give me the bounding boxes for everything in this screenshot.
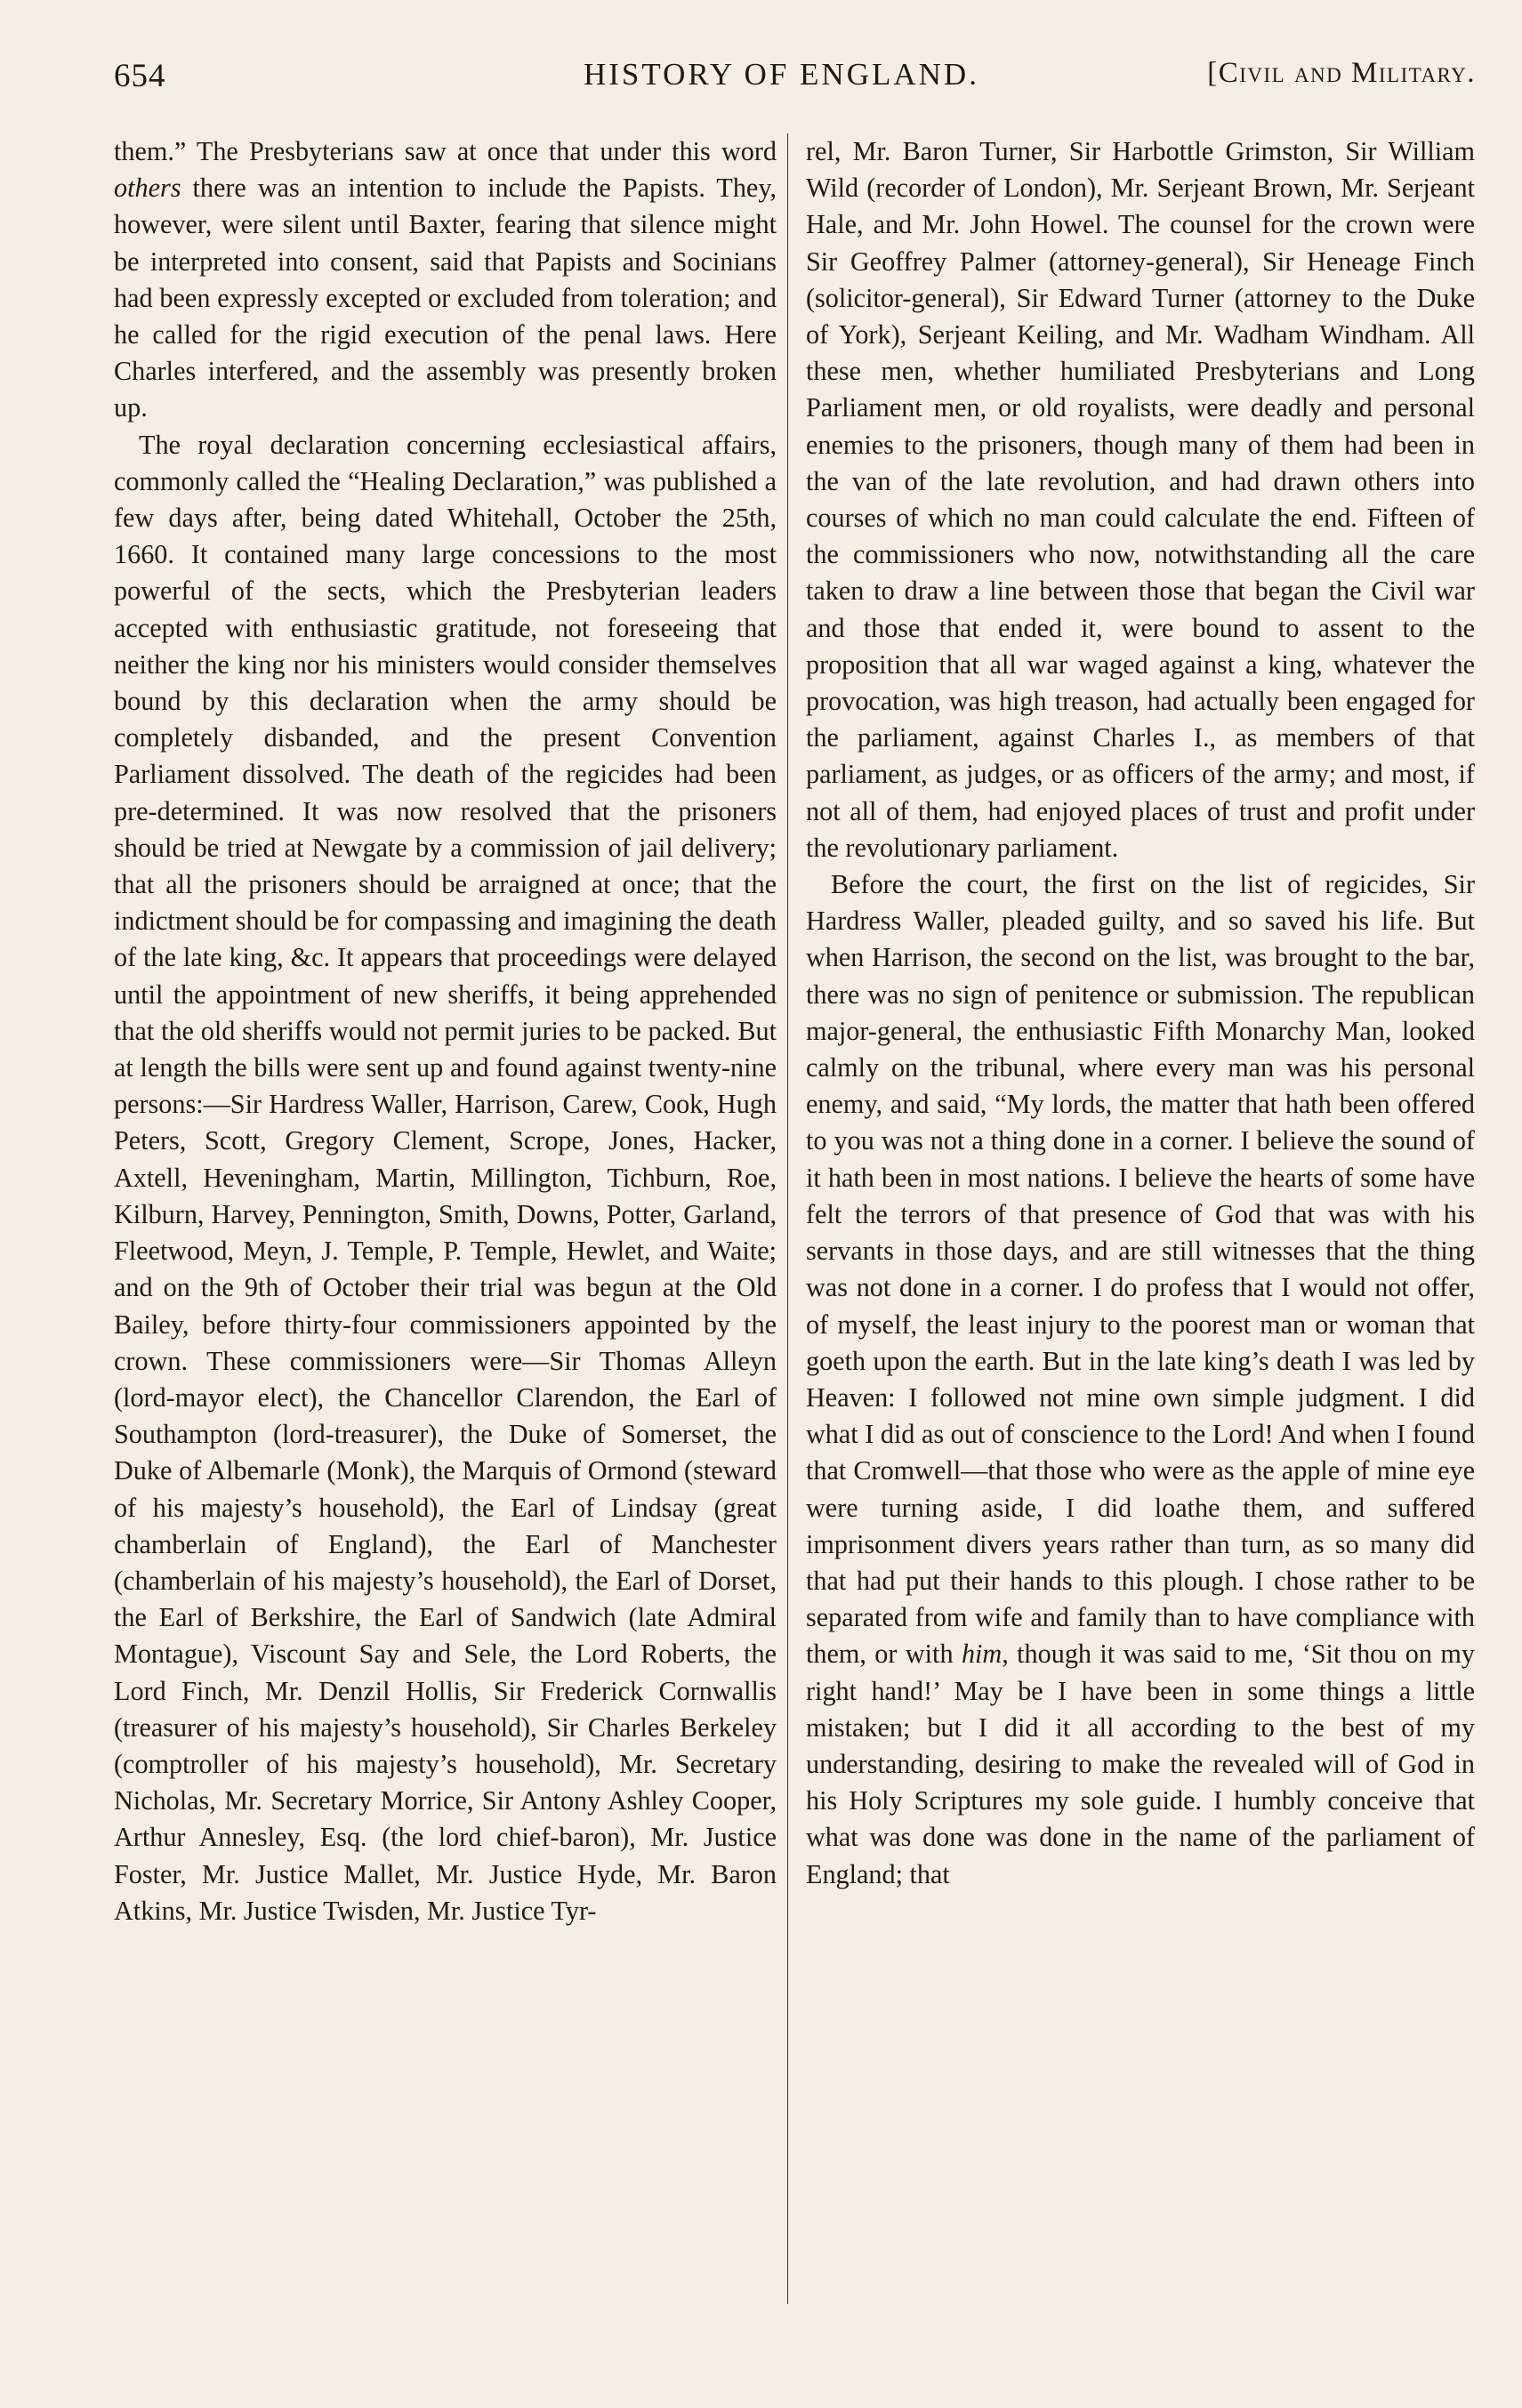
emphasis-text: others <box>114 173 181 204</box>
column-divider <box>787 133 788 2304</box>
running-title: HISTORY OF ENGLAND. <box>584 57 979 92</box>
paragraph-text: Before the court, the first on the list of regicides, Sir Hardress Waller, pleaded guilty, and so saved his life. But when Harrison, the second on the list, was brought to the bar, there was no sign of penitence or submission. The republican major-general, the enthusiastic Fifth Monarchy Man, looked calmly on the tribunal, where every man was his personal enemy, and said, “My lords, the matter that hath been offered to you was not a thing done in a corner. I believe the sound of it hath been in most nations. I believe the hearts of some have felt the terrors of that presence of God that was with his servants in those days, and are still witnesses that the thing was not done in a corner. I do profess that I would not offer, of myself, the least injury to the poorest man or woman that goeth upon the earth. But in the late king’s death I was led by Heaven: I followed not mine own simple judgment. I did what I did as out of conscience to the Lord! And when I found that Cromwell—that those who were as the apple of mine eye were turning aside, I did loathe them, and suffered imprisonment divers years rather than turn, as so many did that had put their hands to this plough. I chose rather to be separated from wife and family than to have compliance with them, or with <box>806 869 1475 1670</box>
page-number: 654 <box>114 58 166 94</box>
section-label: [Civil and Military. <box>1207 57 1476 89</box>
emphasis-text: him <box>961 1639 1003 1670</box>
paragraph-text: them.” The Presbyterians saw at once that under this word <box>114 136 777 166</box>
left-column <box>114 133 777 1929</box>
page-header <box>114 57 1476 101</box>
right-column <box>806 133 1475 1893</box>
paragraph <box>806 866 1475 1893</box>
paragraph: rel, Mr. Baron Turner, Sir Harbottle Grimston, Sir William Wild (recorder of London), Mr. Serjeant Brown, Mr. Serjeant Hale, and Mr. John Howel. The counsel for the crown were Sir Geoffrey Palmer (attorney-general), Sir Heneage Finch (solicitor-general), Sir Edward Turner (attorney to the Duke of York), Serjeant Keiling, and Mr. Wadham Windham. All these men, whether humiliated Presbyterians and Long Parliament men, or old royalists, were deadly and personal enemies to the prisoners, though many of them had been in the van of the late revolution, and had drawn others into courses of which no man could calculate the end. Fifteen of the commissioners who now, notwithstanding all the care taken to draw a line between those that began the Civil war and those that ended it, were bound to assent to the proposition that all war waged against a king, whatever the provocation, was high treason, had actually been engaged for the parliament, against Charles I., as members of that parliament, as judges, or as officers of the army; and most, if not all of them, had enjoyed places of trust and profit under the revolutionary parliament. <box>806 136 1475 863</box>
paragraph: The royal declaration concerning ecclesiastical affairs, commonly called the “Healing Declaration,” was published a few days after, being dated Whitehall, October the 25th, 1660. It contained many large concessions to the most powerful of the sects, which the Presbyterian leaders accepted with enthusiastic gratitude, not foreseeing that neither the king nor his ministers would consider themselves bound by this declaration when the army should be completely disbanded, and the present Convention Parliament dissolved. The death of the regicides had been pre-determined. It was now resolved that the prisoners should be tried at Newgate by a commission of jail delivery; that all the prisoners should be arraigned at once; that the indictment should be for compassing and imagining the death of the late king, &c. It appears that proceedings were delayed until the appointment of new sheriffs, it being apprehended that the old sheriffs would not permit juries to be packed. But at length the bills were sent up and found against twenty-nine persons:—Sir Hardress Waller, Harrison, Carew, Cook, Hugh Peters, Scott, Gregory Clement, Scrope, Jones, Hacker, Axtell, Heveningham, Martin, Millington, Tichburn, Roe, Kilburn, Harvey, Pennington, Smith, Downs, Potter, Garland, Fleetwood, Meyn, J. Temple, P. Temple, Hewlet, and Waite; and on the 9th of October their trial was begun at the Old Bailey, before thirty-four commissioners appointed by the crown. These commissioners were—Sir Thomas Alleyn (lord-mayor elect), the Chancellor Clarendon, the Earl of Southampton (lord-treasurer), the Duke of Somerset, the Duke of Albemarle (Monk), the Marquis of Ormond (steward of his majesty’s household), the Earl of Lindsay (great chamberlain of England), the Earl of Manchester (chamberlain of his majesty’s household), the Earl of Dorset, the Earl of Berkshire, the Earl of Sandwich (late Admiral Montague), Viscount Say and Sele, the Lord Roberts, the Lord Finch, Mr. Denzil Hollis, Sir Frederick Cornwallis (treasurer of his majesty’s household), Sir Charles Berkeley (comptroller of his majesty’s household), Mr. Secretary Nicholas, Mr. Secretary Morrice, Sir Antony Ashley Cooper, Arthur Annesley, Esq. (the lord chief-baron), Mr. Justice Foster, Mr. Justice Mallet, Mr. Justice Hyde, Mr. Baron Atkins, Mr. Justice Twisden, Mr. Justice Tyr- <box>114 429 777 1926</box>
paragraph-text: there was an intention to include the Papists. They, however, were silent until Baxter, fearing that silence might be interpreted into consent, said that Papists and Socinians had been expressly excepted or excluded from toleration; and he called for the rigid execution of the penal laws. Here Charles interfered, and the assembly was presently broken up. <box>114 173 777 423</box>
paragraph <box>114 133 777 427</box>
paragraph-text: , though it was said to me, ‘Sit thou on my right hand!’ May be I have been in some things a little mistaken; but I did it all according to the best of my understanding, desiring to make the revealed will of God in his Holy Scriptures my sole guide. I humbly conceive that what was done was done in the name of the parliament of England; that <box>806 1639 1475 1889</box>
